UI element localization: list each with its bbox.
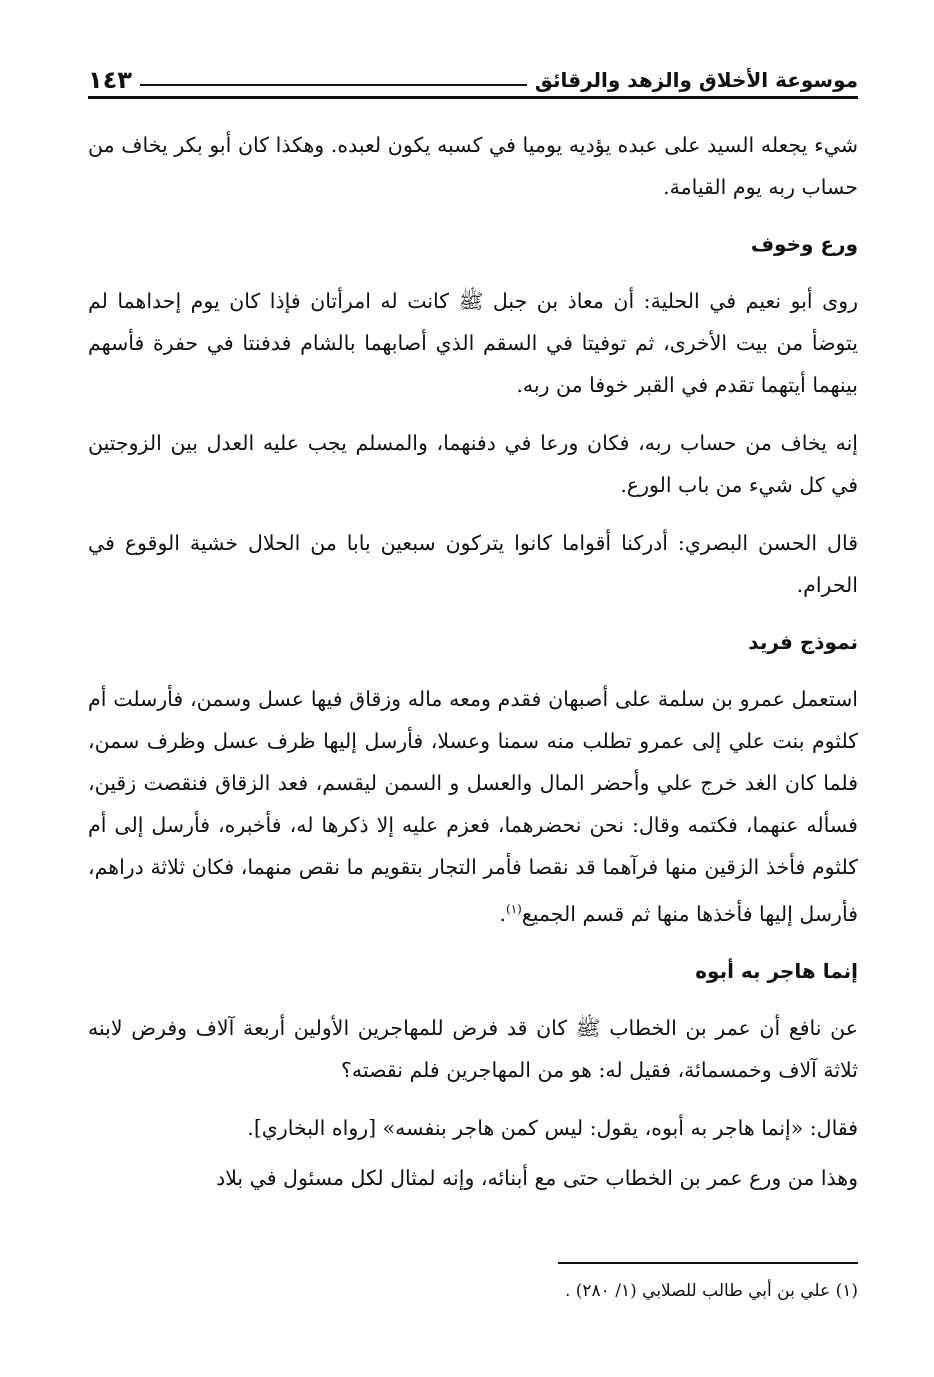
paragraph: إنه يخاف من حساب ربه، فكان ورعا في دفنهما، والمسلم يجب عليه العدل بين الزوجتين في كل شيء من باب الورع. [88,431,858,497]
paragraph-end: . [499,901,506,926]
paragraph: عن نافع أن عمر بن الخطاب ﷺ كان قد فرض للمهاجرين الأولين أربعة آلاف وفرض لابنه ثلاثة آلاف وخمسمائة، فقيل له: هو من المهاجرين فلم نقصته؟ [88,1015,858,1082]
section-heading: إنما هاجر به أبوه [695,958,858,983]
paragraph: وهذا من ورع عمر بن الخطاب حتى مع أبنائه، وإنه لمثال لكل مسئول في بلاد [216,1165,858,1190]
page-number: ١٤٣ [88,66,132,94]
section-heading: نموذج فريد [748,630,858,654]
paragraph: شيء يجعله السيد على عبده يؤديه يوميا في كسبه يكون لعبده. وهكذا كان أبو بكر يخاف من حساب ربه يوم القيامة. [88,133,858,199]
paragraph: فقال: «إنما هاجر به أبوه، يقول: ليس كمن هاجر بنفسه» [رواه البخاري]. [247,1115,858,1140]
header-rule [88,96,858,99]
paragraph-text: استعمل عمرو بن سلمة على أصبهان فقدم ومعه ماله وزقاق فيها عسل وسمن، فأرسلت أم كلثوم بنت علي إلى عمرو تطلب منه سمنا وعسلا، فأرسل إليها ظرف عسل وظرف سمن، فلما كان الغد خرج علي وأحضر المال والعسل و السمن ليقسم، فعد الزقاق فنقصت زقين، فسأله عنهما، فكتمه وقال: نحن نحضرهما، فعزم عليه إلا ذكرها له، فأخبره، فأرسل إلى أم كلثوم فأخذ الزقين منها فرآهما قد نقصا فأمر التجار بتقويم ما نقص منهما، فكان ثلاثة دراهم، فأرسل إليها فأخذها منها ثم قسم الجميع [88,687,858,926]
book-page [88,50,858,1350]
header-separator [140,84,527,86]
book-title: موسوعة الأخلاق والزهد والرقائق [534,68,858,92]
paragraph: روى أبو نعيم في الحلية: أن معاذ بن جبل ﷺ كانت له امرأتان فإذا كان يوم إحداهما لم يتوضأ من بيت الأخرى، ثم توفيتا في السقم الذي أصابهما بالشام فدفنتا في حفرة فأسهم بينهما أيتهما تقدم في القبر خوفا من ربه. [88,289,858,397]
page-header [88,50,858,98]
paragraph: قال الحسن البصري: أدركنا أقواما كانوا يتركون سبعين بابا من الحلال خشية الوقوع في الحرام. [88,531,858,597]
paragraph [88,678,858,935]
footnote-separator [558,1262,858,1264]
page-body [88,124,858,1199]
footnote-reference: (١) [506,902,522,916]
section-heading: ورع وخوف [750,232,858,256]
footnote: (١) علي بن أبي طالب للصلابي (١/ ٢٨٠) . [564,1281,858,1301]
